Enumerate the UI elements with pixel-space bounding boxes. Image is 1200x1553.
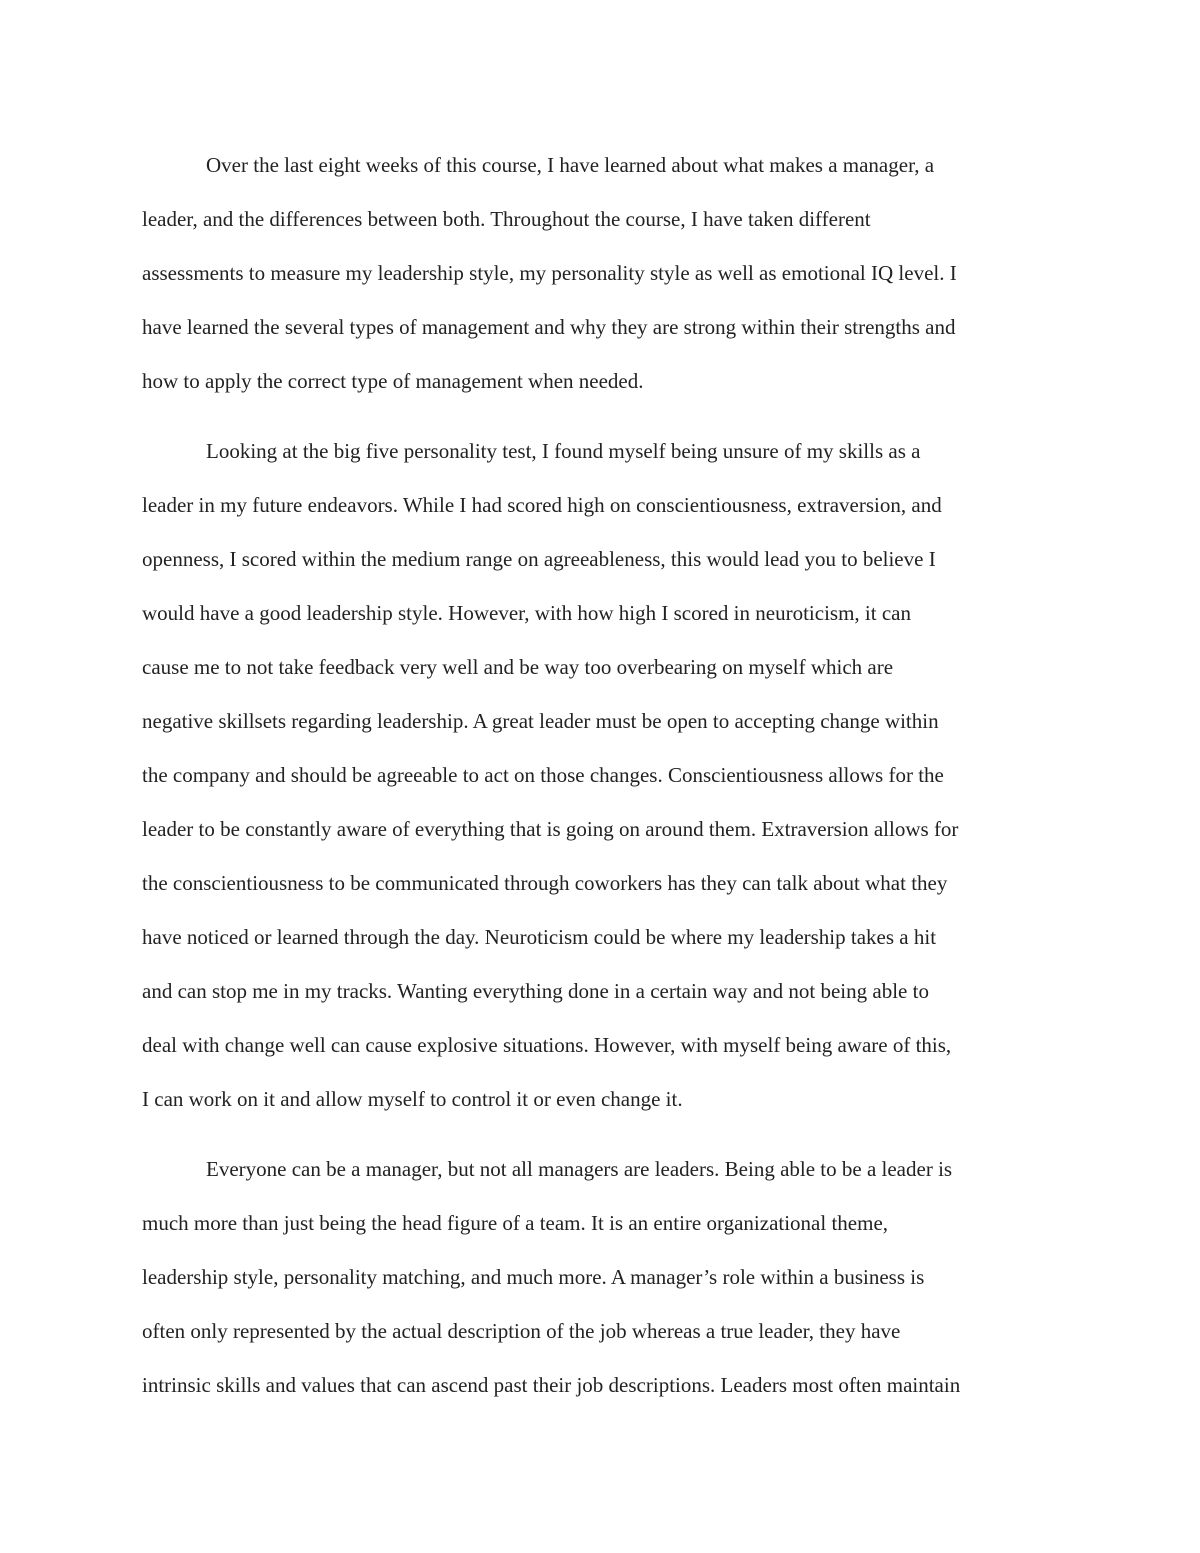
- document-body: [142, 138, 1062, 1412]
- text-line: Over the last eight weeks of this course, I have learned about what makes a manager, a: [206, 153, 935, 177]
- text-line: have learned the several types of management and why they are strong within their strengths and: [142, 315, 956, 339]
- text-line: Everyone can be a manager, but not all managers are leaders. Being able to be a leader is: [206, 1157, 953, 1181]
- paragraph-1: [142, 138, 1062, 408]
- text-line: and can stop me in my tracks. Wanting everything done in a certain way and not being able to: [142, 979, 929, 1003]
- text-line: cause me to not take feedback very well and be way too overbearing on myself which are: [142, 655, 894, 679]
- text-line: the conscientiousness to be communicated through coworkers has they can talk about what they: [142, 871, 948, 895]
- text-line: have noticed or learned through the day. Neuroticism could be where my leadership takes a hit: [142, 925, 937, 949]
- text-line: much more than just being the head figure of a team. It is an entire organizational theme,: [142, 1211, 889, 1235]
- text-line: the company and should be agreeable to act on those changes. Conscientiousness allows for the: [142, 763, 944, 787]
- text-line: leader to be constantly aware of everything that is going on around them. Extraversion allows for: [142, 817, 959, 841]
- text-line: I can work on it and allow myself to control it or even change it.: [142, 1087, 683, 1111]
- text-line: negative skillsets regarding leadership. A great leader must be open to accepting change within: [142, 709, 939, 733]
- text-line: how to apply the correct type of management when needed.: [142, 369, 644, 393]
- text-line: would have a good leadership style. However, with how high I scored in neuroticism, it can: [142, 601, 911, 625]
- paragraph-2: [142, 424, 1062, 1126]
- text-line: leadership style, personality matching, and much more. A manager’s role within a business is: [142, 1265, 925, 1289]
- text-line: assessments to measure my leadership style, my personality style as well as emotional IQ level. I: [142, 261, 957, 285]
- text-line: often only represented by the actual description of the job whereas a true leader, they have: [142, 1319, 901, 1343]
- paragraph-3: [142, 1142, 1062, 1412]
- text-line: deal with change well can cause explosive situations. However, with myself being aware of this,: [142, 1033, 952, 1057]
- text-line: leader in my future endeavors. While I had scored high on conscientiousness, extraversion, and: [142, 493, 942, 517]
- text-line: intrinsic skills and values that can ascend past their job descriptions. Leaders most often maintain: [142, 1373, 961, 1397]
- text-line: leader, and the differences between both. Throughout the course, I have taken different: [142, 207, 871, 231]
- text-line: openness, I scored within the medium range on agreeableness, this would lead you to believe I: [142, 547, 936, 571]
- text-line: Looking at the big five personality test, I found myself being unsure of my skills as a: [206, 439, 921, 463]
